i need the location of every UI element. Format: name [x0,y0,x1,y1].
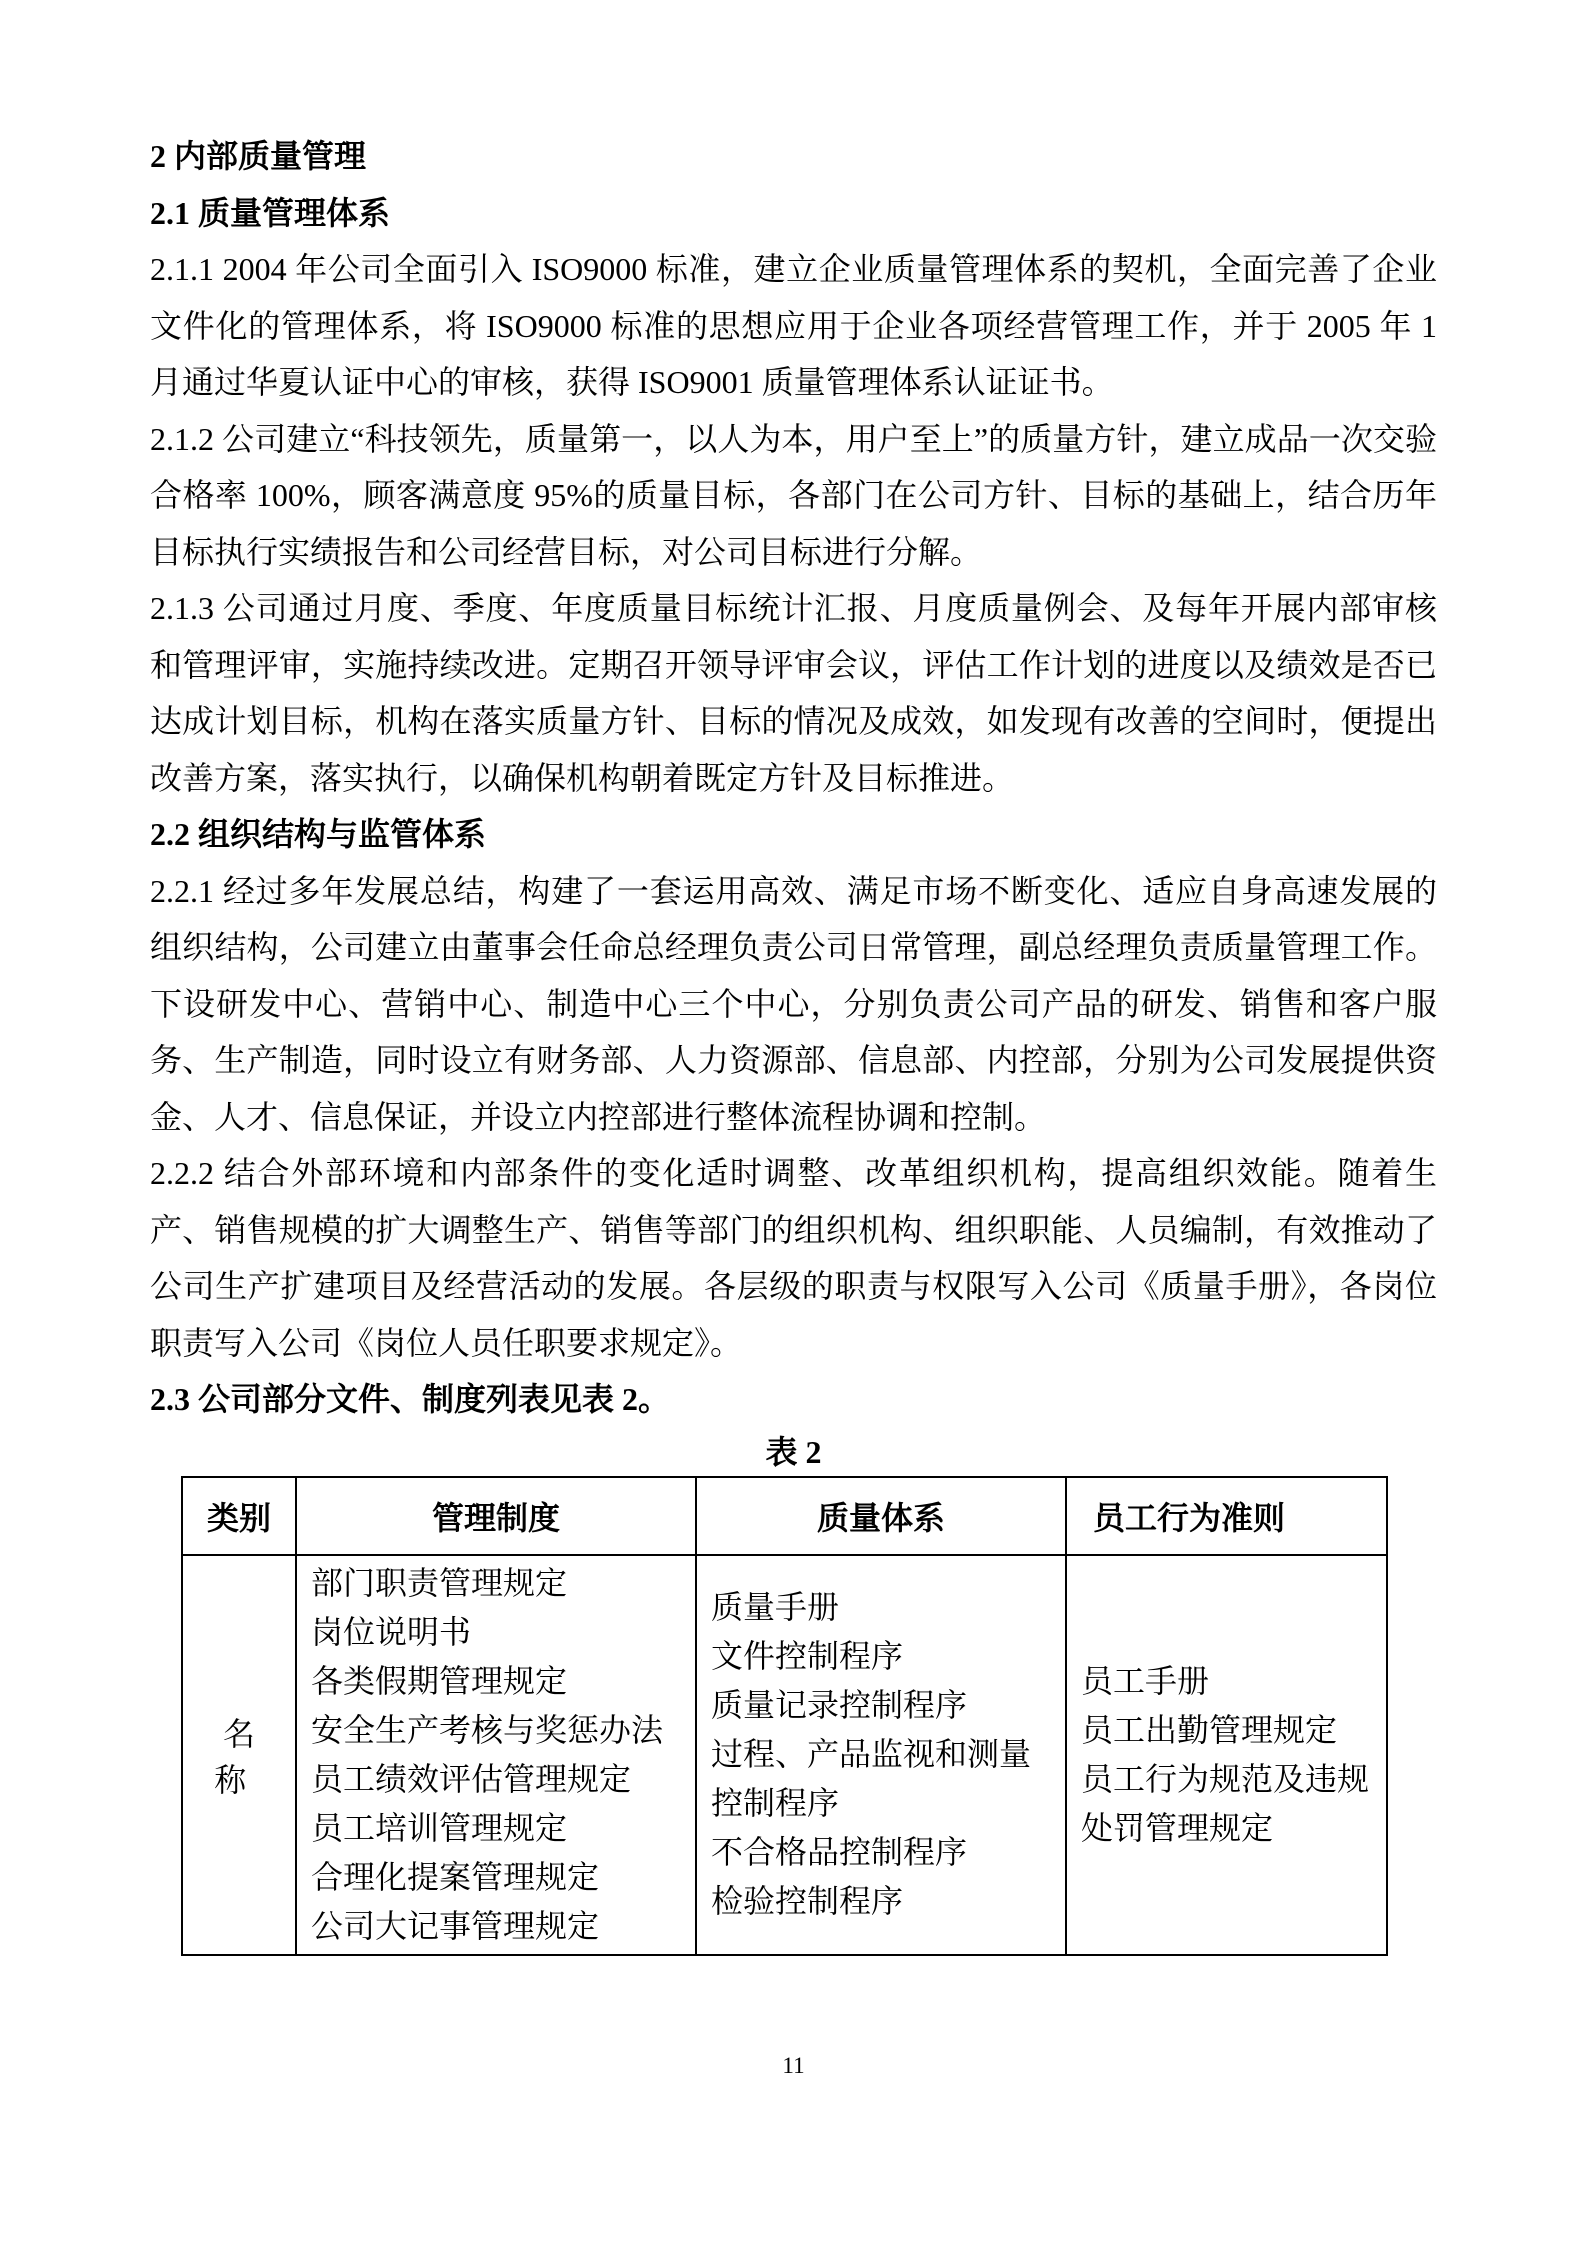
page-number: 11 [782,2053,805,2078]
paragraph-2-2-1: 2.2.1 经过多年发展总结，构建了一套运用高效、满足市场不断变化、适应自身高速发展的组织结构，公司建立由董事会任命总经理负责公司日常管理，副总经理负责质量管理工作。下设研发中心、营销中心、制造中心三个中心，分别负责公司产品的研发、销售和客户服务、生产制造，同时设立有财务部、人力资源部、信息部、内控部，分别为公司发展提供资金、人才、信息保证，并设立内控部进行整体流程协调和控制。 [150,872,1437,1135]
section-heading-2: 2 内部质量管理 [150,138,367,174]
row-label-name: 名称 [182,1555,296,1955]
list-item: 合理化提案管理规定 [311,1858,600,1895]
documents-table [181,1476,1388,1956]
list-item: 员工手册 [1081,1662,1210,1699]
paragraph-2-1-3: 2.1.3 公司通过月度、季度、年度质量目标统计汇报、月度质量例会、及每年开展内部审核和管理评审，实施持续改进。定期召开领导评审会议，评估工作计划的进度以及绩效是否已达成计划目标，机构在落实质量方针、目标的情况及成效，如发现有改善的空间时，便提出改善方案，落实执行，以确保机构朝着既定方针及目标推进。 [150,590,1437,796]
list-item: 员工绩效评估管理规定 [311,1760,632,1797]
list-item: 质量手册 [711,1589,840,1625]
list-item: 岗位说明书 [311,1613,472,1650]
paragraph-2-2-2: 2.2.2 结合外部环境和内部条件的变化适时调整、改革组织机构，提高组织效能。随着生产、销售规模的扩大调整生产、销售等部门的组织机构、组织职能、人员编制，有效推动了公司生产扩建项目及经营活动的发展。各层级的职责与权限写入公司《质量手册》，各岗位职责写入公司《岗位人员任职要求规定》。 [150,1155,1437,1361]
table-caption: 表 2 [765,1433,822,1470]
list-item: 不合格品控制程序 [711,1834,968,1870]
list-item: 员工行为规范及违规处罚管理规定 [1081,1760,1370,1846]
list-item: 质量记录控制程序 [711,1687,968,1723]
paragraph-2-1-2: 2.1.2 公司建立“科技领先，质量第一，以人为本，用户至上”的质量方针，建立成品一次交验合格率 100%，顾客满意度 95%的质量目标，各部门在公司方针、目标的基础上，结合历年目标执行实绩报告和公司经营目标，对公司目标进行分解。 [150,420,1437,570]
list-item: 部门职责管理规定 [311,1564,568,1601]
paragraph-2-1-1: 2.1.1 2004 年公司全面引入 ISO9000 标准，建立企业质量管理体系的契机，全面完善了企业文件化的管理体系，将 ISO9000 标准的思想应用于企业各项经营管理工作，并于 2005 年 1 月通过华夏认证中心的审核，获得 ISO9001 质量管理体系认证证书。 [150,251,1437,400]
cell-employee-conduct [1066,1555,1387,1955]
list-item: 过程、产品监视和测量控制程序 [711,1736,1032,1821]
list-item: 员工培训管理规定 [311,1809,568,1846]
column-header-management-rules: 管理制度 [296,1477,696,1555]
list-item: 文件控制程序 [711,1638,904,1674]
column-header-category: 类别 [182,1477,296,1555]
cell-management-rules [296,1555,696,1955]
list-item: 各类假期管理规定 [311,1662,568,1699]
list-item: 检验控制程序 [711,1883,904,1919]
list-item: 员工出勤管理规定 [1081,1711,1338,1748]
column-header-quality-system: 质量体系 [696,1477,1066,1555]
section-heading-2-3: 2.3 公司部分文件、制度列表见表 2。 [150,1381,671,1417]
section-heading-2-1: 2.1 质量管理体系 [150,194,391,231]
list-item: 安全生产考核与奖惩办法 [311,1711,664,1748]
column-header-employee-conduct: 员工行为准则 [1066,1477,1387,1555]
section-heading-2-2: 2.2 组织结构与监管体系 [150,816,487,852]
table-header-row [182,1477,1387,1555]
cell-quality-system [696,1555,1066,1955]
table-body-row [182,1555,1387,1955]
list-item: 公司大记事管理规定 [311,1907,600,1944]
